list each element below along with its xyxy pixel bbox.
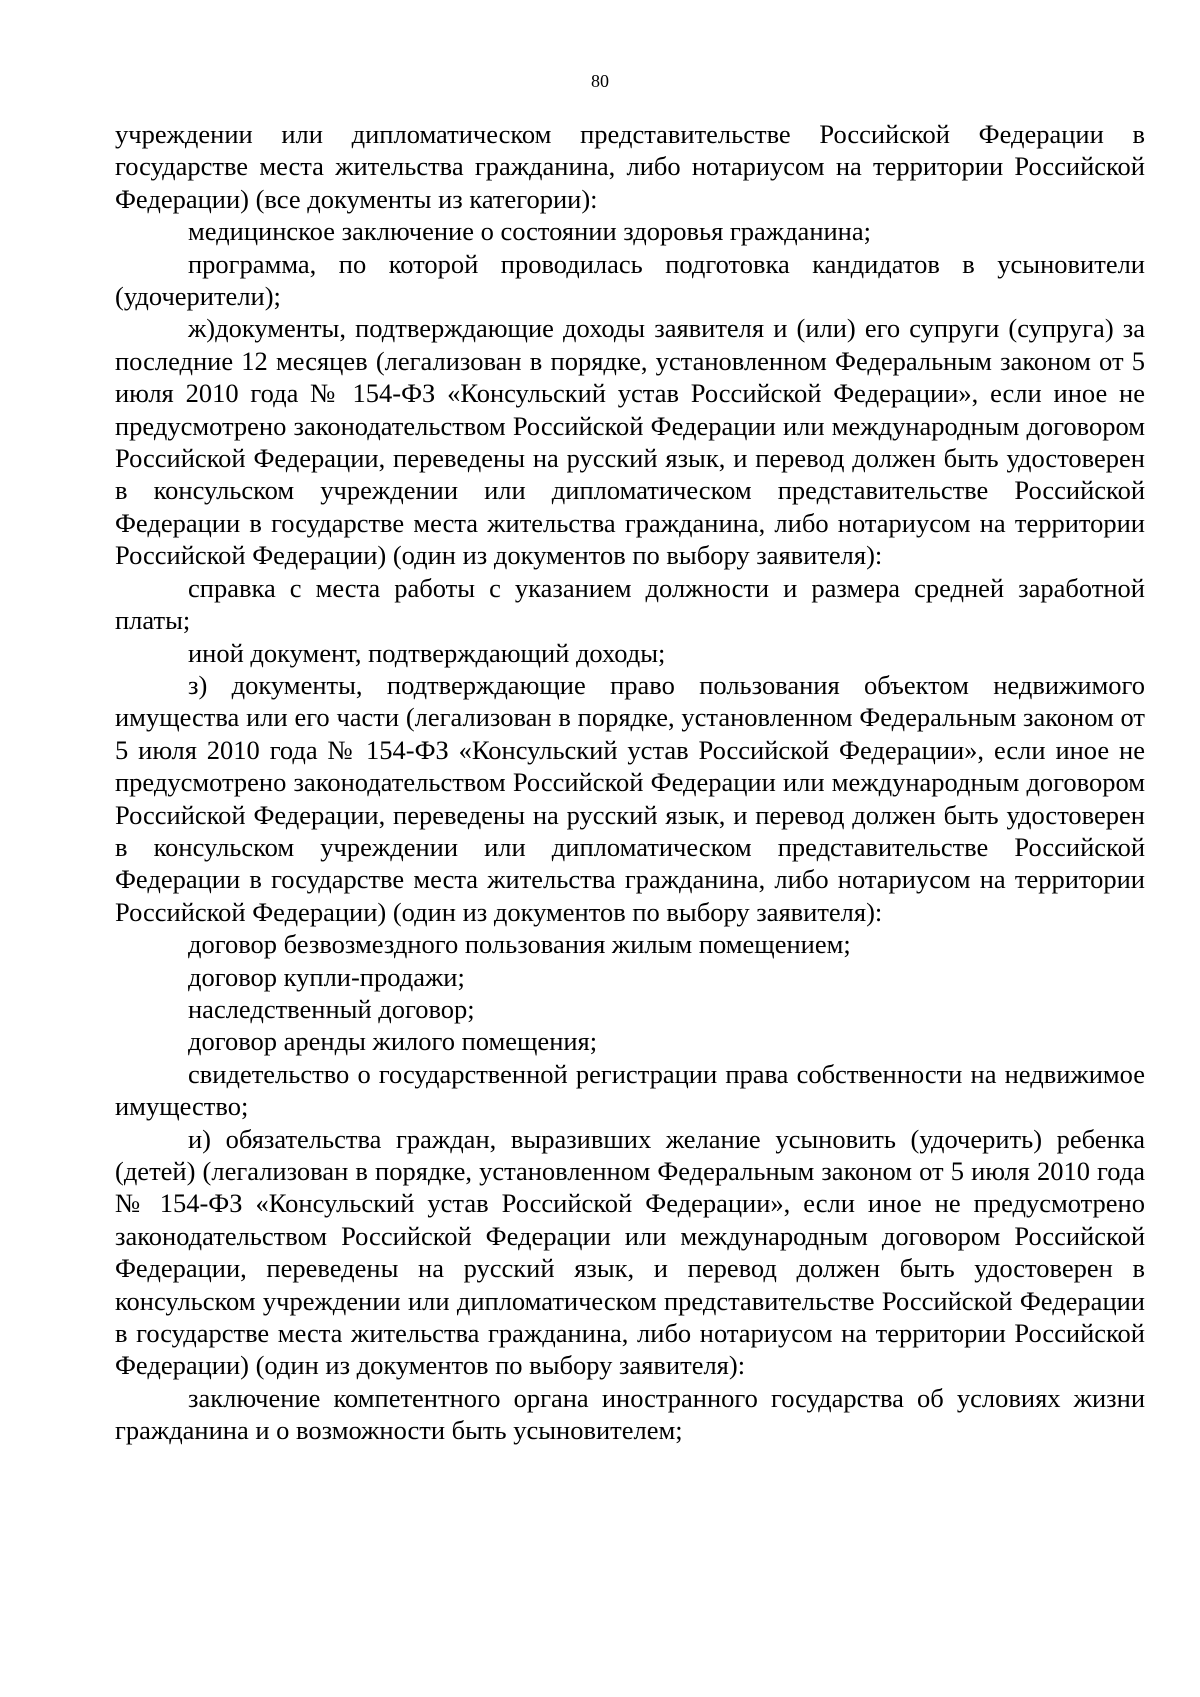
paragraph: иной документ, подтверждающий доходы; — [188, 637, 666, 668]
paragraph: ж)документы, подтверждающие доходы заявителя и (или) его супруги (супруга) за последние 12 месяцев (легализован в порядке, установленном Федеральным законом от 5 июля 2010 года № 154-ФЗ «Консульский устав Российской Федерации», если иное не предусмотрено законодательством Российской Федерации или международным договором Российской Федерации, переведены на русский язык, и перевод должен быть удостоверен в консульском учреждении или дипломатическом представительстве Российской Федерации в государстве места жительства гражданина, либо нотариусом на территории Российской Федерации) (один из документов по выбору заявителя): — [115, 313, 1145, 571]
document-body — [115, 118, 1145, 1447]
paragraph: заключение компетентного органа иностранного государства об условиях жизни гражданина и о возможности быть усыновителем; — [115, 1382, 1145, 1446]
paragraph: программа, по которой проводилась подготовка кандидатов в усыновители (удочерители); — [115, 248, 1145, 312]
paragraph: з) документы, подтверждающие право пользования объектом недвижимого имущества или его части (легализован в порядке, установленном Федеральным законом от 5 июля 2010 года № 154-ФЗ «Консульский устав Российской Федерации», если иное не предусмотрено законодательством Российской Федерации или международным договором Российской Федерации, переведены на русский язык, и перевод должен быть удостоверен в консульском учреждении или дипломатическом представительстве Российской Федерации в государстве места жительства гражданина, либо нотариусом на территории Российской Федерации) (один из документов по выбору заявителя): — [115, 669, 1145, 927]
page-number: 80 — [591, 71, 609, 91]
paragraph: медицинское заключение о состоянии здоровья гражданина; — [188, 216, 871, 247]
paragraph: и) обязательства граждан, выразивших желание усыновить (удочерить) ребенка (детей) (легализован в порядке, установленном Федеральным законом от 5 июля 2010 года № 154-ФЗ «Консульский устав Российской Федерации», если иное не предусмотрено законодательством Российской Федерации или международным договором Российской Федерации, переведены на русский язык, и перевод должен быть удостоверен в консульском учреждении или дипломатическом представительстве Российской Федерации в государстве места жительства гражданина, либо нотариусом на территории Российской Федерации) (один из документов по выбору заявителя): — [115, 1123, 1145, 1381]
paragraph: справка с места работы с указанием должности и размера средней заработной платы; — [115, 572, 1145, 636]
paragraph: учреждении или дипломатическом представительстве Российской Федерации в государстве места жительства гражданина, либо нотариусом на территории Российской Федерации) (все документы из категории): — [115, 119, 1145, 214]
paragraph: наследственный договор; — [188, 993, 475, 1024]
paragraph: договор аренды жилого помещения; — [188, 1026, 598, 1057]
paragraph: договор безвозмездного пользования жилым помещением; — [188, 929, 851, 960]
paragraph: свидетельство о государственной регистрации права собственности на недвижимое имущество; — [115, 1058, 1145, 1122]
paragraph: договор купли-продажи; — [188, 961, 465, 992]
